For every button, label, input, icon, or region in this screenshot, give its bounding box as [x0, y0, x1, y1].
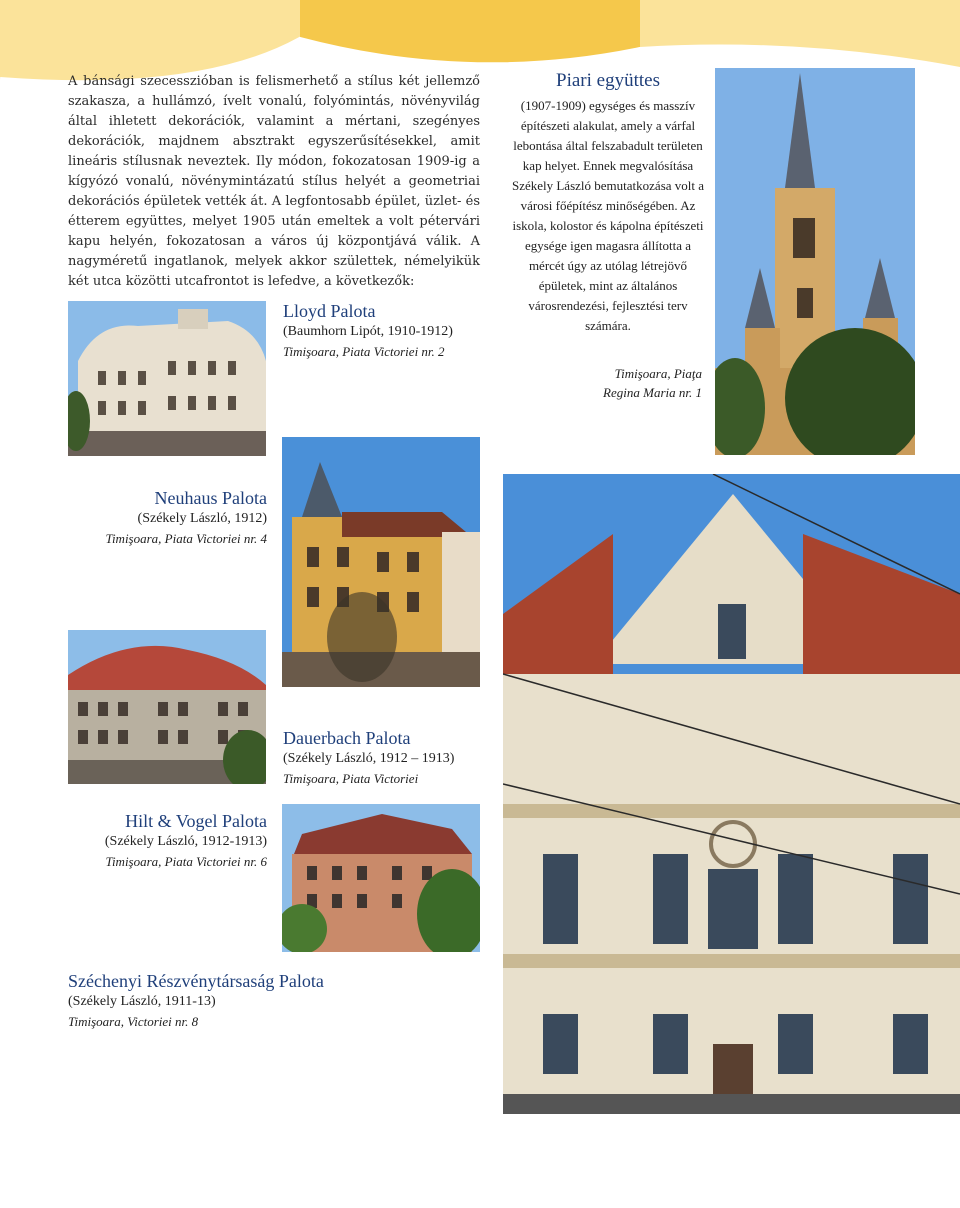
piari-church-photo [715, 68, 915, 455]
lloyd-architect: (Baumhorn Lipót, 1910-1912) [283, 324, 453, 339]
piari-description [508, 96, 708, 336]
hilt-vogel-title: Hilt & Vogel Palota [125, 811, 267, 831]
lloyd-caption [283, 300, 493, 361]
piari-location-line1: Timişoara, Piaţa [614, 366, 702, 381]
neuhaus-architect: (Székely László, 1912) [137, 511, 267, 526]
dauerbach-location: Timişoara, Piata Victoriei [283, 771, 419, 786]
hilt-vogel-location: Timişoara, Piata Victoriei nr. 6 [105, 854, 267, 869]
lloyd-location: Timişoara, Piata Victoriei nr. 2 [283, 344, 445, 359]
neuhaus-palace-photo [282, 437, 480, 687]
piari-facade-photo [503, 474, 960, 1114]
neuhaus-location: Timişoara, Piata Victoriei nr. 4 [105, 531, 267, 546]
dauerbach-caption [283, 727, 498, 788]
piari-location-line2: Regina Maria nr. 1 [603, 385, 702, 400]
neuhaus-title: Neuhaus Palota [154, 488, 267, 508]
szechenyi-title: Széchenyi Részvénytársaság Palota [68, 971, 324, 991]
piari-title: Piari együttes [556, 70, 660, 91]
intro-paragraph: A bánsági szecesszióban is felismerhető a stílus két jellemző szakasza, a hullámzó, ívelt vonalú, folyómintás, növényvilág által ihletett dekorációk, valamint a mértani, szegényes dekorációk, majdnem absztrakt egyszerűsítésekkel, amit lineáris stílusnak neveztek. Ily módon, fokozatosan 1909-ig a kígyózó vonalú, növénymintázatú stílus helyét a geometriai dekorációs épületek vették át. A legfontosabb épület, üzlet- és étterem együttes, melyet 1905 után emeltek a volt pétervári kapu helyén, fokozatosan a város új központjává válik. A nagyméretű ingatlanok, melyek akkor születtek, némelyikük két utca közötti utcafrontot is lefedve, a következők: [68, 74, 480, 289]
lloyd-title: Lloyd Palota [283, 301, 376, 321]
szechenyi-location: Timişoara, Victoriei nr. 8 [68, 1014, 199, 1029]
dauerbach-architect: (Székely László, 1912 – 1913) [283, 751, 455, 766]
dauerbach-title: Dauerbach Palota [283, 728, 411, 748]
hilt-vogel-palace-photo [68, 630, 266, 784]
szechenyi-architect: (Székely László, 1911-13) [68, 994, 216, 1009]
szechenyi-caption [68, 970, 488, 1031]
hilt-vogel-caption [68, 810, 267, 871]
lloyd-palace-photo [68, 301, 266, 456]
piari-body: (1907-1909) egységes és masszív építészeti alakulat, amely a várfal lebontása által felszabadult területen kap helyet. Ennek megvalósítása Székely László bemutatkozása volt a városi főépítész minőségében. Az iskola, kolostor és kápolna építészeti egysége igen magasra állította a mércét úgy az utólag létrejövő épületek, mint az általános városrendezési, fejlesztési terv számára. [511, 98, 705, 333]
dauerbach-palace-photo [282, 804, 480, 952]
neuhaus-caption [68, 487, 267, 548]
hilt-vogel-architect: (Székely László, 1912-1913) [104, 834, 267, 849]
piari-location [508, 364, 702, 402]
